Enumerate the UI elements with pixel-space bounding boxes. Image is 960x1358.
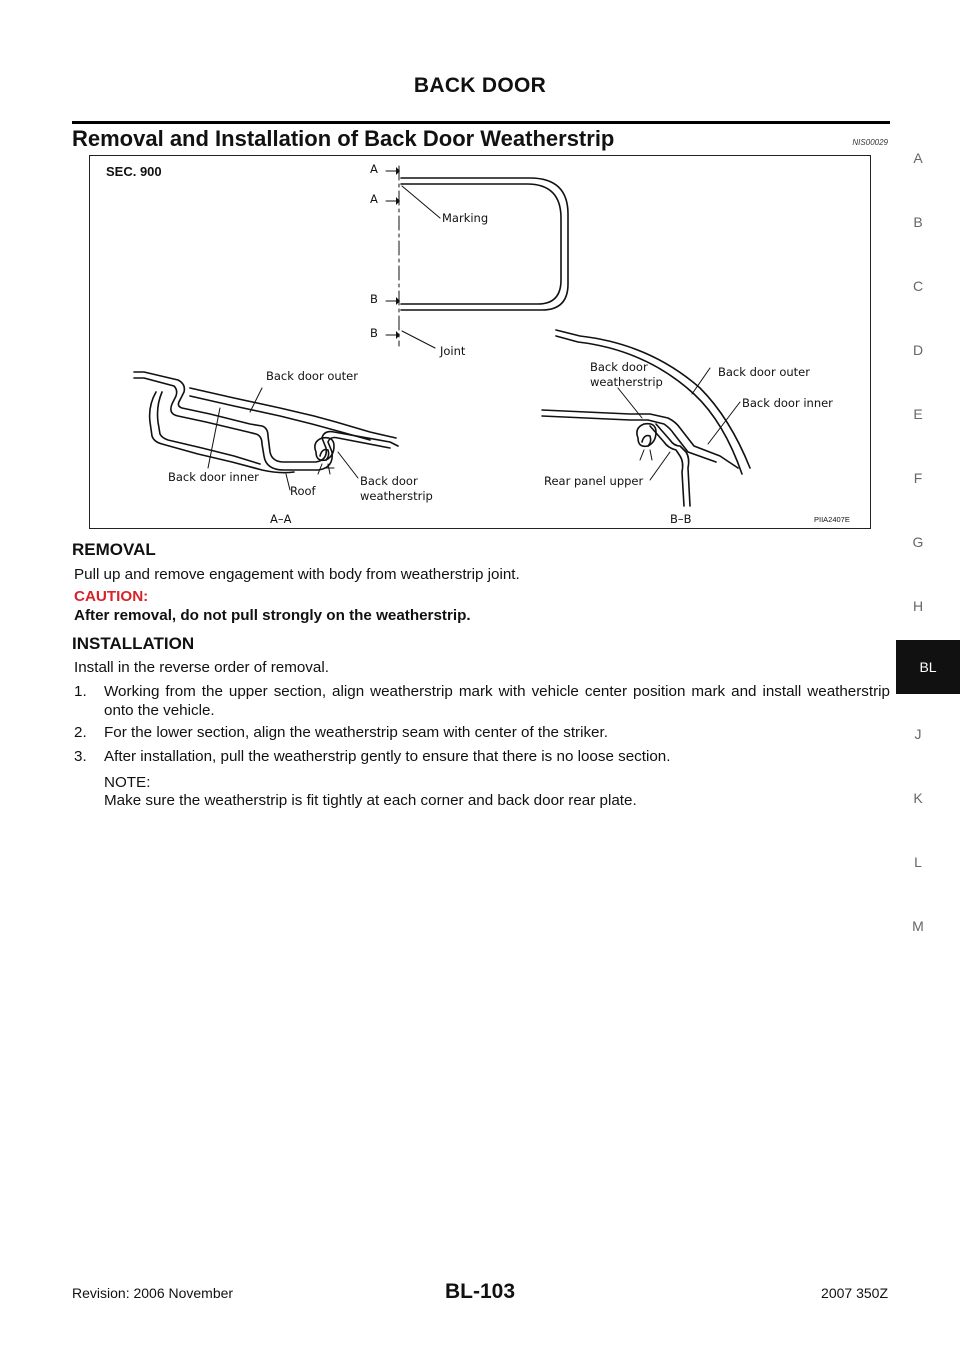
installation-intro: Install in the reverse order of removal. bbox=[74, 659, 329, 676]
fig-label-roof: Roof bbox=[290, 484, 316, 498]
fig-label-weatherstrip-right-2: weatherstrip bbox=[590, 375, 663, 389]
footer-page-number: BL-103 bbox=[444, 1280, 516, 1303]
caution-text: After removal, do not pull strongly on the weatherstrip. bbox=[74, 607, 471, 624]
fig-label-b1: B bbox=[370, 292, 378, 306]
fig-label-back-door-outer-left: Back door outer bbox=[266, 369, 358, 383]
note-text: Make sure the weatherstrip is fit tightly at each corner and back door rear plate. bbox=[104, 792, 637, 809]
step-text: Working from the upper section, align weatherstrip mark with vehicle center position mark and install weatherstrip onto the vehicle. bbox=[104, 683, 890, 719]
side-index-h[interactable]: H bbox=[912, 598, 924, 614]
fig-label-a1: A bbox=[370, 162, 378, 176]
side-index-b[interactable]: B bbox=[913, 214, 923, 230]
side-index-l[interactable]: L bbox=[914, 854, 922, 870]
step-text: After installation, pull the weatherstrip gently to ensure that there is no loose section. bbox=[104, 748, 671, 765]
section-title: Removal and Installation of Back Door Weatherstrip bbox=[72, 126, 615, 151]
weatherstrip-diagram bbox=[89, 155, 871, 529]
side-index-a[interactable]: A bbox=[913, 150, 923, 166]
fig-label-back-door-inner-right: Back door inner bbox=[742, 396, 833, 410]
title-rule bbox=[72, 121, 890, 124]
side-index-j[interactable]: J bbox=[914, 726, 922, 742]
fig-label-section-aa: A–A bbox=[270, 512, 292, 526]
removal-heading: REMOVAL bbox=[72, 540, 156, 559]
fig-label-b2: B bbox=[370, 326, 378, 340]
fig-label-back-door-inner-left: Back door inner bbox=[168, 470, 259, 484]
removal-text: Pull up and remove engagement with body from weatherstrip joint. bbox=[74, 566, 520, 583]
page-header: BACK DOOR bbox=[413, 74, 547, 97]
step-number: 3. bbox=[74, 748, 87, 765]
fig-label-joint: Joint bbox=[440, 344, 466, 358]
footer-model: 2007 350Z bbox=[821, 1285, 888, 1301]
fig-label-section-bb: B–B bbox=[670, 512, 692, 526]
step-number: 1. bbox=[74, 683, 87, 700]
caution-label: CAUTION: bbox=[74, 588, 149, 605]
fig-label-back-door-outer-right: Back door outer bbox=[718, 365, 810, 379]
side-index-bl[interactable]: BL bbox=[896, 640, 960, 694]
side-index-d[interactable]: D bbox=[912, 342, 924, 358]
side-index-e[interactable]: E bbox=[913, 406, 923, 422]
fig-label-rear-panel-upper: Rear panel upper bbox=[544, 474, 644, 488]
footer-revision: Revision: 2006 November bbox=[72, 1285, 234, 1301]
installation-heading: INSTALLATION bbox=[72, 634, 195, 653]
side-index-c[interactable]: C bbox=[912, 278, 924, 294]
fig-label-weatherstrip-left-1: Back door bbox=[360, 474, 418, 488]
fig-label-weatherstrip-left-2: weatherstrip bbox=[360, 489, 433, 503]
fig-code: PIIA2407E bbox=[814, 515, 850, 524]
side-index-f[interactable]: F bbox=[913, 470, 923, 486]
fig-label-weatherstrip-right-1: Back door bbox=[590, 360, 648, 374]
side-index-k[interactable]: K bbox=[913, 790, 923, 806]
fig-label-marking: Marking bbox=[442, 211, 489, 225]
step-text: For the lower section, align the weatherstrip seam with center of the striker. bbox=[104, 724, 608, 741]
step-number: 2. bbox=[74, 724, 87, 741]
fig-sec-label: SEC. 900 bbox=[106, 164, 162, 179]
note-label: NOTE: bbox=[104, 774, 151, 791]
side-index-g[interactable]: G bbox=[912, 534, 924, 550]
section-ref-code: NIS00029 bbox=[852, 138, 888, 147]
fig-label-a2: A bbox=[370, 192, 378, 206]
side-index-m[interactable]: M bbox=[912, 918, 924, 934]
